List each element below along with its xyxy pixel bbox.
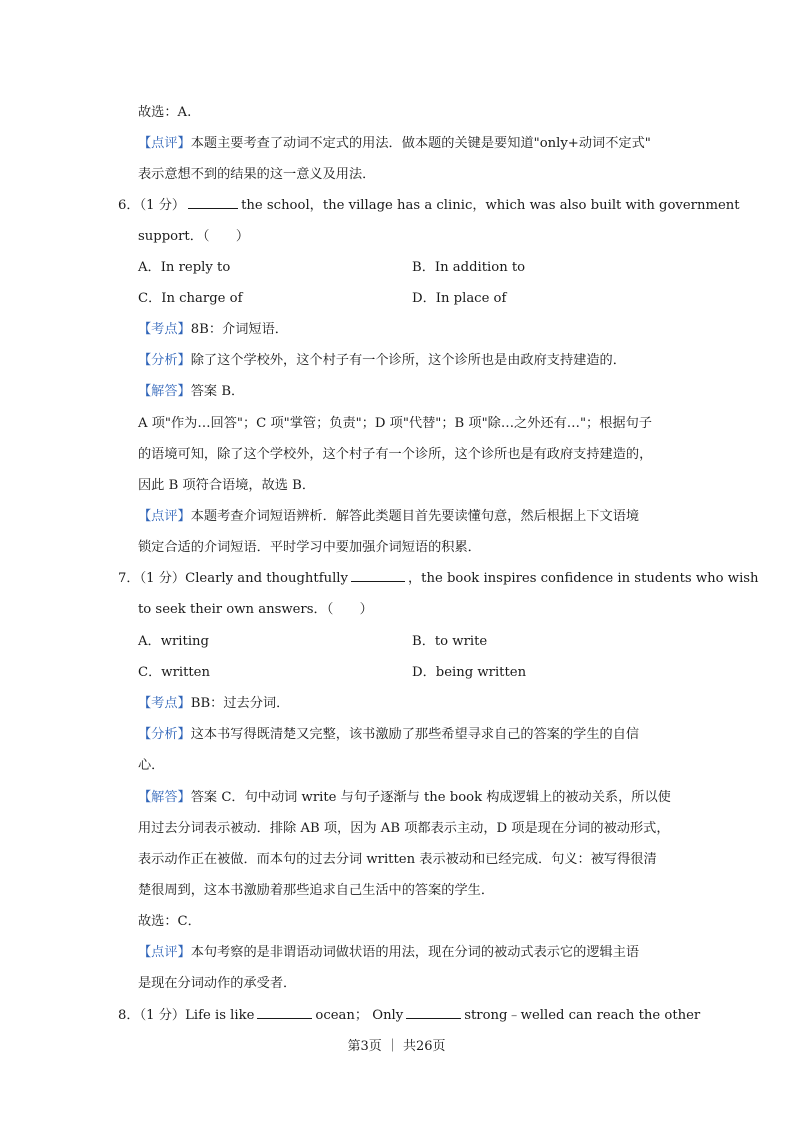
stem-text: strong﹣welled can reach the other [464, 1008, 701, 1023]
stem-text: Clearly and thoughtfully [185, 571, 348, 586]
dianping-text-cont: 是现在分词动作的承受者． [138, 976, 297, 991]
comment-text: 本题主要考查了动词不定式的用法．做本题的关键是要知道"only+动词不定式" [190, 136, 651, 151]
question-7-stem-cont: to seek their own answers．（ ） [138, 602, 373, 617]
question-number: 7．（1 分） [118, 571, 186, 586]
answer-line: 故选：C． [138, 914, 201, 929]
fenxi-tag: 【分析】 [138, 727, 191, 742]
question-7-stem [118, 569, 759, 589]
option-b: B．to write [412, 634, 488, 649]
kaodian-text: 8B：介词短语． [190, 322, 288, 337]
option-d: D．being written [412, 665, 527, 680]
option-c: C．In charge of [138, 291, 243, 306]
fenxi-tag: 【分析】 [138, 353, 191, 368]
question-number: 8．（1 分） [118, 1008, 186, 1023]
kaodian-paragraph [138, 694, 289, 714]
answer-blank [188, 196, 238, 209]
option-b: B．In addition to [412, 260, 526, 275]
answer-blank [406, 1006, 461, 1019]
jieda-text-cont: 表示动作正在被做．而本句的过去分词 written 表示被动和已经完成．句义：被写得很清 [138, 852, 657, 867]
fenxi-paragraph [138, 725, 639, 745]
jieda-text: 答案 C．句中动词 write 与句子逐渐与 the book 构成逻辑上的被动关系，所以使 [190, 790, 671, 805]
kaodian-tag: 【考点】 [138, 322, 191, 337]
jieda-tag: 【解答】 [138, 384, 191, 399]
explanation-line: A 项"作为…回答"；C 项"掌管；负责"；D 项"代替"；B 项"除…之外还有…"；根据句子 [138, 416, 652, 431]
dianping-text-cont: 锁定合适的介词短语．平时学习中要加强介词短语的积累． [138, 540, 481, 555]
comment-text-cont: 表示意想不到的结果的这一意义及用法． [138, 167, 376, 182]
jieda-text: 答案 B． [190, 384, 245, 399]
kaodian-paragraph [138, 320, 288, 340]
stem-text: ，the book inspires confidence in students who wish [407, 571, 759, 586]
question-6-stem [118, 196, 740, 216]
explanation-line: 因此 B 项符合语境，故选 B． [138, 478, 316, 493]
dianping-paragraph [138, 507, 639, 527]
dianping-text: 本句考察的是非谓语动词做状语的用法，现在分词的被动式表示它的逻辑主语 [190, 945, 640, 960]
option-a: A．writing [138, 634, 209, 649]
jieda-text-cont: 用过去分词表示被动．排除 AB 项，因为 AB 项都表示主动，D 项是现在分词的被动形式， [138, 821, 670, 836]
option-c: C．written [138, 665, 210, 680]
comment-paragraph [138, 134, 651, 154]
option-d: D．In place of [412, 291, 507, 306]
stem-text: Life is like [185, 1008, 255, 1023]
question-6-stem-cont: support．（ ） [138, 229, 250, 244]
explanation-line: 的语境可知，除了这个学校外，这个村子有一个诊所，这个诊所也是有政府支持建造的， [138, 447, 653, 462]
fenxi-text: 除了这个学校外，这个村子有一个诊所，这个诊所也是由政府支持建造的． [190, 353, 626, 368]
jieda-paragraph [138, 382, 244, 402]
fenxi-paragraph [138, 351, 626, 371]
page-footer: 第3页 ｜ 共26页 [347, 1039, 446, 1054]
kaodian-tag: 【考点】 [138, 696, 191, 711]
jieda-text-cont: 楚很周到，这本书激励着那些追求自己生活中的答案的学生． [138, 883, 495, 898]
dianping-paragraph [138, 943, 639, 963]
question-number: 6．（1 分） [118, 198, 186, 213]
answer-blank [351, 569, 405, 582]
stem-text: ocean； Only [315, 1008, 404, 1023]
dianping-text: 本题考查介词短语辨析．解答此类题目首先要读懂句意，然后根据上下文语境 [190, 509, 640, 524]
fenxi-text-cont: 心． [138, 758, 165, 773]
dianping-tag: 【点评】 [138, 509, 191, 524]
fenxi-text: 这本书写得既清楚又完整，该书激励了那些希望寻求自己的答案的学生的自信 [190, 727, 640, 742]
jieda-paragraph [138, 788, 671, 808]
option-a: A．In reply to [138, 260, 231, 275]
stem-text: the school，the village has a clinic，which was also built with government [241, 198, 740, 213]
answer-blank [257, 1006, 312, 1019]
comment-tag: 【点评】 [138, 136, 191, 151]
answer-line: 故选：A. [138, 105, 192, 120]
kaodian-text: BB：过去分词． [190, 696, 290, 711]
jieda-tag: 【解答】 [138, 790, 191, 805]
dianping-tag: 【点评】 [138, 945, 191, 960]
question-8-stem [118, 1006, 700, 1026]
